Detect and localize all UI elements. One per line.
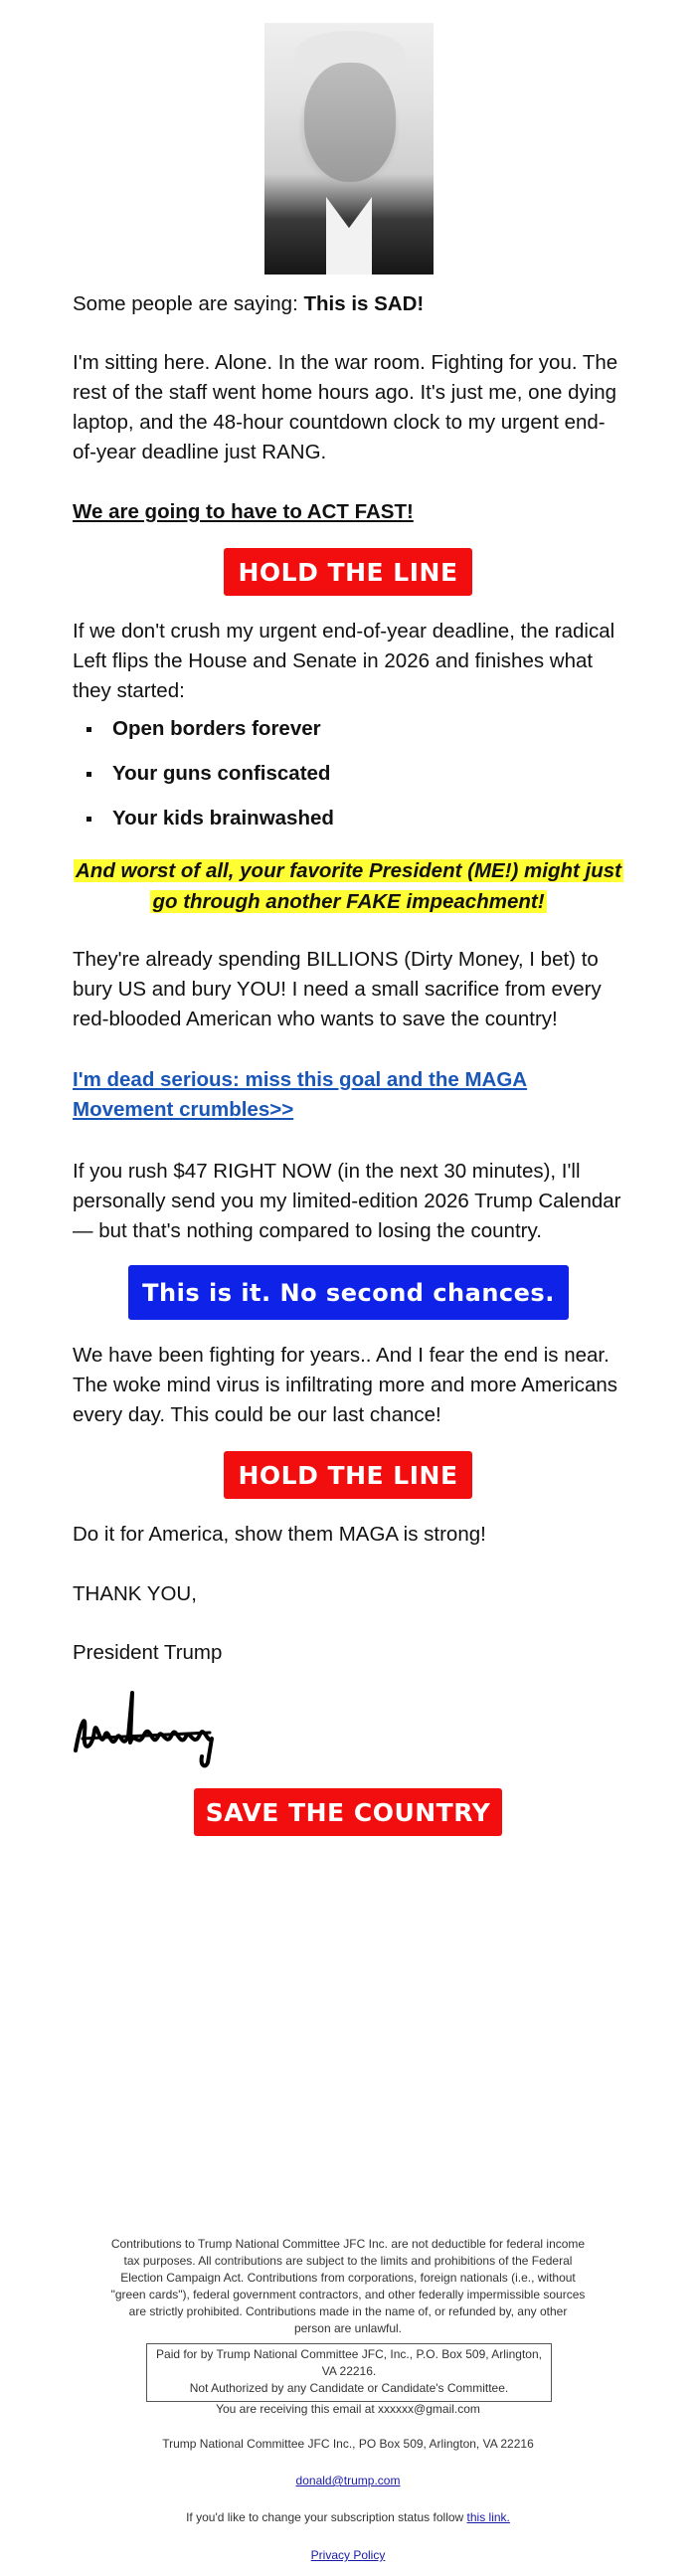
list-item: Your guns confiscated (112, 759, 629, 789)
president-portrait-image (264, 23, 434, 275)
fec-disclaimer: Contributions to Trump National Committee JFC Inc. are not deductible for federal income tax purposes. All contributions are subject to the limits and prohibitions of the Federal Election Campaign Act. Contributions from corporations, foreign nationals (i.e., without "green cards"), federal government contractors, and other federally impermissible sources are strictly prohibited. Contributions made in the name of, or refunded by, any other person are unlawful. (110, 2237, 586, 2335)
not-authorized-line: Not Authorized by any Candidate or Candidate's Committee. (189, 2381, 509, 2395)
signature-image (73, 1679, 222, 1768)
paragraph-war-room: I'm sitting here. Alone. In the war room. Fighting for you. The rest of the staff went home hours ago. It's just me, one dying laptop, and the 48-hour countdown clock to my urgent end-of-year deadline just RANG. (73, 351, 618, 463)
paid-for-box (146, 2343, 552, 2402)
paragraph-billions: They're already spending BILLIONS (Dirty Money, I bet) to bury US and bury YOU! I need a small sacrifice from every red-blooded American who wants to save the country! (73, 948, 602, 1030)
contact-email-link[interactable]: donald@trump.com (295, 2474, 401, 2487)
subscription-link[interactable]: this link. (466, 2510, 510, 2524)
impeachment-highlight (73, 855, 624, 917)
email-link-line (109, 2473, 587, 2489)
receiving-email-line: You are receiving this email at xxxxxx@gmail.com (216, 2402, 480, 2416)
subscription-line (109, 2509, 587, 2526)
hold-the-line-button[interactable]: HOLD THE LINE (224, 548, 472, 596)
thank-you-line: THANK YOU, (73, 1582, 197, 1605)
save-the-country-button[interactable]: SAVE THE COUNTRY (194, 1788, 502, 1836)
paragraph-woke: We have been fighting for years.. And I fear the end is near. The woke mind virus is infiltrating more and more Americans every day. This could be our last chance! (73, 1344, 618, 1426)
paid-for-line: Paid for by Trump National Committee JFC, Inc., P.O. Box 509, Arlington, VA 22216. (156, 2347, 542, 2378)
subscription-text: If you'd like to change your subscription status follow (186, 2510, 467, 2524)
list-item: Your kids brainwashed (112, 804, 629, 833)
maga-movement-link[interactable]: I'm dead serious: miss this goal and the MAGA Movement crumbles>> (73, 1068, 528, 1121)
mailing-address: Trump National Committee JFC Inc., PO Box 509, Arlington, VA 22216 (162, 2437, 534, 2451)
no-second-chances-button[interactable]: This is it. No second chances. (128, 1265, 569, 1320)
paragraph-calendar-offer: If you rush $47 RIGHT NOW (in the next 30 minutes), I'll personally send you my limited-edition 2026 Trump Calendar — but that's nothing compared to losing the country. (73, 1160, 621, 1242)
privacy-policy-link[interactable]: Privacy Policy (310, 2548, 386, 2562)
hold-the-line-button-2[interactable]: HOLD THE LINE (224, 1451, 472, 1499)
act-fast-heading: We are going to have to ACT FAST! (73, 500, 414, 523)
intro-emphasis: This is SAD! (303, 292, 425, 315)
highlight-line: And worst of all, your favorite President (ME!) might just (76, 859, 621, 882)
signoff-line: President Trump (73, 1641, 223, 1664)
serious-link-line (73, 1065, 624, 1125)
paragraph-america: Do it for America, show them MAGA is strong! (73, 1523, 486, 1546)
intro-lead: Some people are saying: (73, 292, 304, 315)
threat-list (73, 714, 629, 848)
privacy-line (109, 2547, 587, 2564)
intro-line (73, 289, 624, 319)
paragraph-deadline: If we don't crush my urgent end-of-year deadline, the radical Left flips the House and Senate in 2026 and finishes what they started: (73, 620, 615, 702)
list-item: Open borders forever (112, 714, 629, 744)
highlight-line: go through another FAKE impeachment! (152, 890, 545, 913)
